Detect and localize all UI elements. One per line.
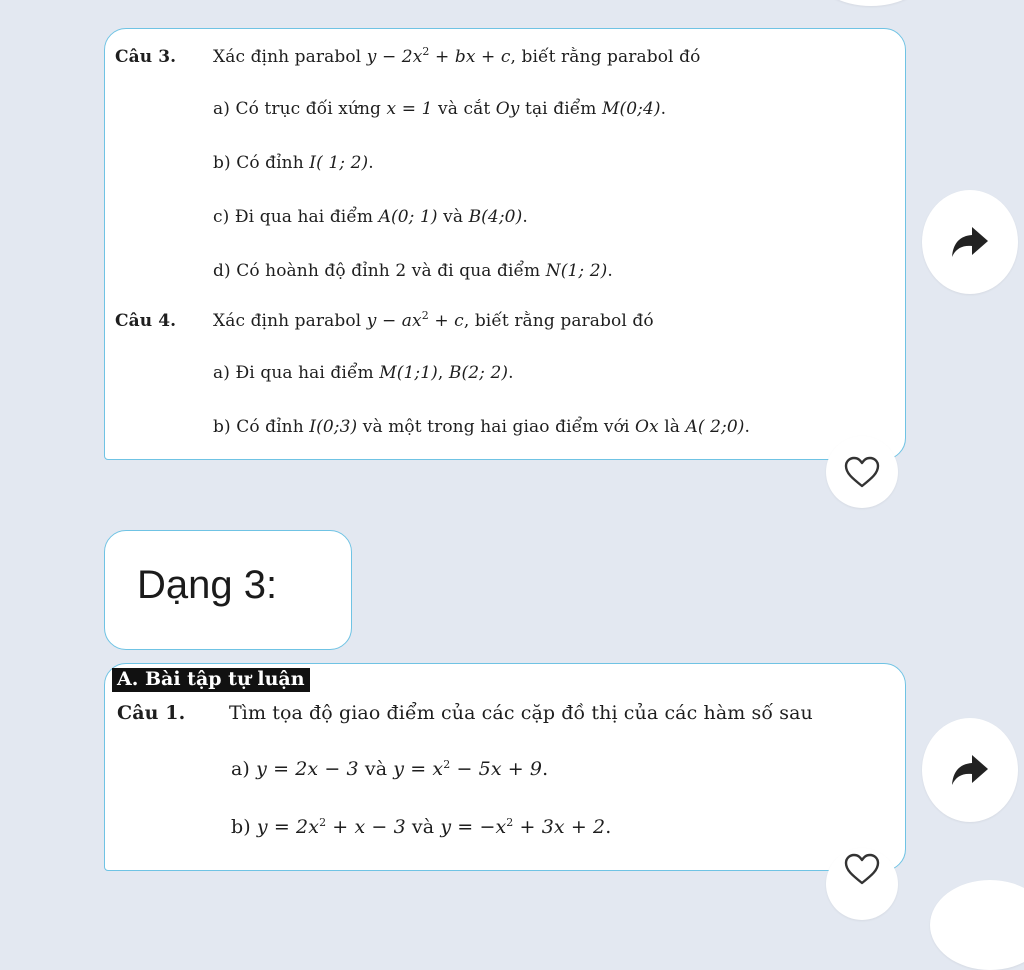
share-arrow-icon [950,225,990,259]
question-1-label: Câu 1. [117,702,186,724]
question-1-line: Câu 1. Tìm tọa độ giao điểm của các cặp đồ thị của các hàm số sau [117,702,813,724]
message-bubble-parabola-questions [104,28,906,460]
like-button[interactable] [826,436,898,508]
question-3-label: Câu 3. [115,47,177,67]
message-bubble-intersection-questions [104,663,906,871]
share-button[interactable] [922,718,1018,822]
question-3-line: Câu 3. Xác định parabol $y - 2x^2$ + bx + c, biết rằng parabol đó [115,45,701,67]
heading-text: Dạng 3: [137,563,278,607]
share-arrow-icon [950,753,990,787]
question-4-item-b: b) Có đỉnh I(0;3) và một trong hai giao điểm với Ox là A( 2;0). [213,417,751,437]
question-1-item-a: a) y = 2x − 3 và $y = x^2 - 5x + 9$. [231,758,549,780]
question-3-item-c: c) Đi qua hai điểm A(0; 1) và B(4;0). [213,207,528,227]
question-1-item-b: b) $y = 2x^2 + x - 3$ và $y = -x^2 + 3x + 2$. [231,816,612,838]
partial-bubble-bottom [930,880,1024,970]
question-4-item-a: a) Đi qua hai điểm M(1;1), B(2; 2). [213,363,514,383]
question-4-label: Câu 4. [115,311,177,331]
share-button[interactable] [922,190,1018,294]
like-button[interactable] [826,848,898,920]
question-3-item-b: b) Có đỉnh I( 1; 2). [213,153,374,173]
question-3-item-a: a) Có trục đối xứng x = 1 và cắt Oy tại điểm M(0;4). [213,99,667,119]
partial-bubble-top [816,0,926,6]
heart-outline-icon [843,455,881,489]
message-bubble-heading [104,530,352,650]
question-3-item-d: d) Có hoành độ đỉnh 2 và đi qua điểm N(1; 2). [213,261,613,281]
section-tag: A. Bài tập tự luận [112,668,310,692]
heart-outline-icon [843,852,881,886]
question-4-line: Câu 4. Xác định parabol $y - ax^2 + c$, biết rằng parabol đó [115,309,654,331]
